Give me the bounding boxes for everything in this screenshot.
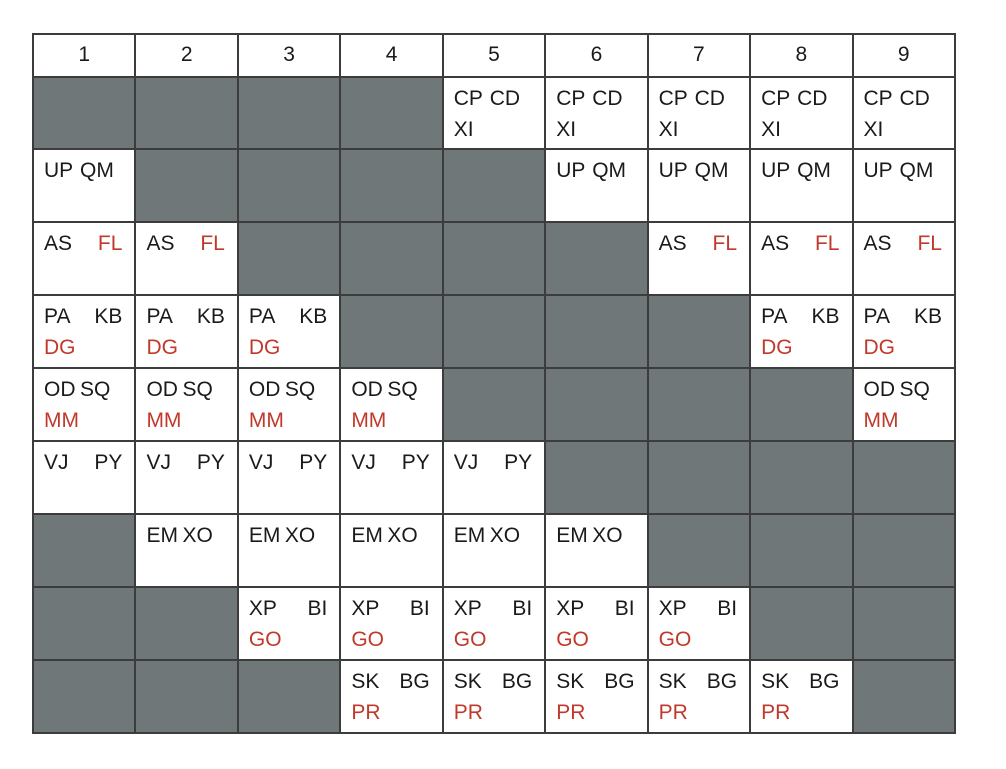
- cell-content: [136, 515, 236, 586]
- label-cell: [135, 295, 237, 368]
- cell-code-primary: SK: [761, 670, 790, 694]
- cell-code-tertiary: GO: [453, 628, 487, 652]
- cell-content: [751, 223, 851, 294]
- cell-code-secondary: PY: [94, 451, 123, 475]
- filled-cell: [545, 222, 647, 295]
- cell-code-secondary: CD: [694, 86, 725, 110]
- cell-code-secondary: FL: [917, 232, 942, 256]
- cell-content: [649, 223, 749, 294]
- label-cell: [135, 441, 237, 514]
- header-row: [33, 34, 955, 77]
- cell-code-tertiary: GO: [351, 628, 384, 652]
- cell-code-secondary: CD: [489, 86, 521, 110]
- filled-cell: [33, 660, 135, 733]
- cell-content: [239, 369, 339, 440]
- cell-code-primary: SK: [351, 670, 380, 694]
- column-header-4: 4: [340, 34, 442, 77]
- filled-cell: [443, 149, 545, 222]
- cell-content: [546, 588, 646, 659]
- cell-code-primary: PA: [146, 305, 173, 329]
- cell-code-primary: EM: [453, 524, 486, 548]
- cell-content: [341, 442, 441, 513]
- cell-content: [136, 369, 236, 440]
- cell-code-primary: XP: [658, 597, 687, 621]
- cell-code-tertiary: GO: [658, 628, 692, 652]
- cell-code-primary: XP: [453, 597, 482, 621]
- label-cell: [648, 149, 750, 222]
- cell-code-primary: OD: [146, 378, 178, 402]
- cell-code-tertiary: XI: [556, 117, 577, 141]
- filled-cell: [545, 295, 647, 368]
- column-header-6: 6: [545, 34, 647, 77]
- cell-content: [649, 150, 749, 221]
- cell-content: [444, 588, 544, 659]
- cell-code-secondary: QM: [899, 159, 934, 183]
- cell-code-tertiary: MM: [146, 409, 182, 433]
- filled-cell: [33, 514, 135, 587]
- filled-cell: [135, 77, 237, 150]
- cell-code-primary: XP: [556, 597, 585, 621]
- label-cell: [238, 295, 340, 368]
- cell-code-primary: VJ: [146, 451, 171, 475]
- filled-cell: [238, 149, 340, 222]
- cell-code-primary: UP: [556, 159, 586, 183]
- cell-code-secondary: KB: [913, 305, 942, 329]
- label-cell: [443, 514, 545, 587]
- cell-content: [341, 369, 441, 440]
- cell-code-primary: SK: [556, 670, 585, 694]
- cell-code-secondary: KB: [196, 305, 225, 329]
- filled-cell: [750, 514, 852, 587]
- cell-content: [751, 661, 851, 732]
- column-header-7: 7: [648, 34, 750, 77]
- cell-code-primary: UP: [658, 159, 688, 183]
- cell-content: [239, 442, 339, 513]
- label-cell: [238, 587, 340, 660]
- cell-code-tertiary: MM: [863, 409, 899, 433]
- column-header-9: 9: [853, 34, 956, 77]
- cell-code-primary: PA: [761, 305, 788, 329]
- cell-code-secondary: QM: [592, 159, 627, 183]
- cell-code-primary: PA: [248, 305, 276, 329]
- label-cell: [443, 77, 545, 150]
- cell-code-primary: CP: [658, 86, 688, 110]
- label-cell: [33, 222, 135, 295]
- cell-content: [34, 223, 134, 294]
- cell-code-primary: SK: [453, 670, 482, 694]
- cell-content: [34, 442, 134, 513]
- column-header-8: 8: [750, 34, 852, 77]
- cell-code-primary: CP: [761, 86, 791, 110]
- label-cell: [238, 368, 340, 441]
- cell-content: [854, 150, 955, 221]
- cell-code-tertiary: PR: [658, 701, 688, 725]
- cell-content: [239, 515, 339, 586]
- cell-code-primary: VJ: [44, 451, 69, 475]
- label-cell: [853, 222, 956, 295]
- filled-cell: [33, 587, 135, 660]
- cell-code-secondary: BG: [604, 670, 635, 694]
- grid-row: [33, 514, 955, 587]
- filled-cell: [443, 295, 545, 368]
- grid-row: [33, 441, 955, 514]
- cell-code-tertiary: PR: [453, 701, 483, 725]
- cell-code-primary: VJ: [351, 451, 376, 475]
- cell-content: [649, 661, 749, 732]
- cell-code-tertiary: XI: [453, 117, 474, 141]
- label-cell: [545, 587, 647, 660]
- cell-code-secondary: CD: [592, 86, 623, 110]
- cell-code-secondary: BG: [809, 670, 840, 694]
- cell-content: [854, 369, 955, 440]
- cell-code-secondary: BG: [706, 670, 738, 694]
- cell-code-tertiary: DG: [146, 336, 178, 360]
- cell-code-secondary: BI: [409, 597, 430, 621]
- label-cell: [750, 660, 852, 733]
- grid-row: [33, 77, 955, 150]
- label-cell: [545, 660, 647, 733]
- cell-code-secondary: SQ: [387, 378, 418, 402]
- label-cell: [340, 587, 442, 660]
- filled-cell: [853, 441, 956, 514]
- cell-code-primary: UP: [863, 159, 893, 183]
- cell-code-secondary: SQ: [284, 378, 316, 402]
- cell-code-secondary: SQ: [80, 378, 111, 402]
- cell-code-secondary: SQ: [182, 378, 213, 402]
- cell-code-tertiary: GO: [556, 628, 589, 652]
- label-cell: [750, 149, 852, 222]
- label-cell: [443, 660, 545, 733]
- cell-content: [546, 661, 646, 732]
- cell-code-primary: OD: [863, 378, 895, 402]
- label-cell: [33, 368, 135, 441]
- cell-content: [444, 442, 544, 513]
- grid-row: [33, 149, 955, 222]
- grid-row: [33, 222, 955, 295]
- cell-code-primary: EM: [351, 524, 383, 548]
- cell-code-tertiary: MM: [351, 409, 387, 433]
- label-cell: [33, 295, 135, 368]
- label-cell: [238, 441, 340, 514]
- cell-code-primary: XP: [248, 597, 277, 621]
- label-cell: [750, 77, 852, 150]
- cell-code-primary: PA: [44, 305, 71, 329]
- cell-code-tertiary: PR: [556, 701, 586, 725]
- cell-content: [34, 150, 134, 221]
- cell-code-tertiary: GO: [248, 628, 282, 652]
- cell-code-secondary: BG: [501, 670, 533, 694]
- cell-code-primary: OD: [351, 378, 383, 402]
- grid-row: [33, 660, 955, 733]
- cell-code-secondary: BI: [307, 597, 328, 621]
- cell-code-primary: OD: [248, 378, 281, 402]
- cell-code-primary: EM: [248, 524, 281, 548]
- cell-code-secondary: CD: [899, 86, 930, 110]
- cell-content: [649, 588, 749, 659]
- cell-code-tertiary: XI: [658, 117, 679, 141]
- cell-code-primary: VJ: [453, 451, 479, 475]
- cell-content: [239, 588, 339, 659]
- cell-code-tertiary: XI: [863, 117, 884, 141]
- cell-code-primary: AS: [863, 232, 892, 256]
- cell-code-secondary: BI: [512, 597, 533, 621]
- cell-content: [136, 442, 236, 513]
- cell-code-primary: UP: [44, 159, 74, 183]
- filled-cell: [750, 587, 852, 660]
- cell-code-primary: AS: [761, 232, 790, 256]
- label-cell: [340, 368, 442, 441]
- label-cell: [853, 368, 956, 441]
- cell-code-tertiary: MM: [44, 409, 79, 433]
- cell-code-primary: EM: [556, 524, 588, 548]
- cell-content: [444, 661, 544, 732]
- filled-cell: [545, 441, 647, 514]
- cell-code-tertiary: MM: [248, 409, 284, 433]
- cell-content: [444, 515, 544, 586]
- cell-code-secondary: QM: [797, 159, 831, 183]
- cell-content: [34, 296, 134, 367]
- column-header-1: 1: [33, 34, 135, 77]
- cell-code-secondary: QM: [694, 159, 729, 183]
- label-cell: [853, 77, 956, 150]
- cell-code-primary: OD: [44, 378, 76, 402]
- label-cell: [340, 660, 442, 733]
- cell-content: [546, 78, 646, 149]
- filled-cell: [853, 587, 956, 660]
- cell-code-secondary: XO: [387, 524, 418, 548]
- cell-code-tertiary: PR: [351, 701, 381, 725]
- cell-code-secondary: KB: [94, 305, 123, 329]
- cell-code-secondary: XO: [592, 524, 623, 548]
- cell-code-tertiary: XI: [761, 117, 781, 141]
- cell-content: [341, 661, 441, 732]
- filled-cell: [545, 368, 647, 441]
- cell-code-primary: CP: [453, 86, 483, 110]
- label-cell: [648, 77, 750, 150]
- cell-content: [854, 296, 955, 367]
- cell-code-secondary: FL: [200, 232, 225, 256]
- filled-cell: [648, 368, 750, 441]
- label-cell: [853, 149, 956, 222]
- filled-cell: [238, 77, 340, 150]
- label-cell: [545, 77, 647, 150]
- cell-code-tertiary: DG: [863, 336, 895, 360]
- cell-code-secondary: BG: [399, 670, 430, 694]
- filled-cell: [340, 222, 442, 295]
- cell-content: [751, 150, 851, 221]
- filled-cell: [238, 222, 340, 295]
- cell-code-secondary: PY: [299, 451, 328, 475]
- filled-cell: [135, 587, 237, 660]
- label-cell: [135, 514, 237, 587]
- cell-code-primary: UP: [761, 159, 791, 183]
- cell-code-primary: EM: [146, 524, 178, 548]
- label-cell: [648, 222, 750, 295]
- grid-row: [33, 295, 955, 368]
- label-cell: [750, 295, 852, 368]
- cell-content: [444, 78, 544, 149]
- filled-cell: [443, 368, 545, 441]
- label-cell: [135, 222, 237, 295]
- cell-code-tertiary: DG: [248, 336, 281, 360]
- label-cell: [443, 587, 545, 660]
- filled-cell: [238, 660, 340, 733]
- cell-code-primary: AS: [146, 232, 175, 256]
- label-cell: [340, 441, 442, 514]
- cell-content: [239, 296, 339, 367]
- label-cell: [545, 149, 647, 222]
- cell-content: [854, 78, 955, 149]
- cell-code-primary: AS: [658, 232, 687, 256]
- filled-cell: [750, 441, 852, 514]
- schedule-grid: [32, 33, 956, 734]
- label-cell: [648, 660, 750, 733]
- cell-content: [546, 515, 646, 586]
- cell-code-primary: XP: [351, 597, 380, 621]
- cell-content: [136, 296, 236, 367]
- cell-code-secondary: KB: [299, 305, 328, 329]
- label-cell: [33, 149, 135, 222]
- label-cell: [340, 514, 442, 587]
- label-cell: [545, 514, 647, 587]
- cell-content: [751, 78, 851, 149]
- cell-code-primary: CP: [556, 86, 586, 110]
- cell-content: [341, 588, 441, 659]
- cell-code-tertiary: PR: [761, 701, 791, 725]
- cell-code-secondary: SQ: [899, 378, 930, 402]
- label-cell: [135, 368, 237, 441]
- cell-code-primary: SK: [658, 670, 687, 694]
- filled-cell: [340, 149, 442, 222]
- filled-cell: [648, 514, 750, 587]
- filled-cell: [853, 514, 956, 587]
- cell-code-secondary: PY: [504, 451, 533, 475]
- cell-content: [136, 223, 236, 294]
- cell-code-tertiary: DG: [761, 336, 793, 360]
- cell-code-primary: VJ: [248, 451, 274, 475]
- label-cell: [238, 514, 340, 587]
- filled-cell: [135, 660, 237, 733]
- cell-code-secondary: PY: [401, 451, 430, 475]
- cell-code-secondary: KB: [811, 305, 840, 329]
- cell-code-secondary: QM: [80, 159, 114, 183]
- cell-code-secondary: BI: [717, 597, 738, 621]
- filled-cell: [853, 660, 956, 733]
- cell-content: [546, 150, 646, 221]
- filled-cell: [648, 441, 750, 514]
- cell-code-secondary: PY: [196, 451, 225, 475]
- filled-cell: [648, 295, 750, 368]
- cell-code-secondary: XO: [182, 524, 213, 548]
- filled-cell: [33, 77, 135, 150]
- cell-code-secondary: XO: [489, 524, 521, 548]
- grid-body: [33, 34, 955, 733]
- column-header-3: 3: [238, 34, 340, 77]
- grid-row: [33, 587, 955, 660]
- cell-content: [649, 78, 749, 149]
- label-cell: [33, 441, 135, 514]
- cell-code-secondary: CD: [797, 86, 828, 110]
- label-cell: [750, 222, 852, 295]
- cell-code-secondary: FL: [97, 232, 123, 256]
- label-cell: [648, 587, 750, 660]
- cell-content: [34, 369, 134, 440]
- cell-code-secondary: FL: [712, 232, 738, 256]
- label-cell: [853, 295, 956, 368]
- label-cell: [443, 441, 545, 514]
- filled-cell: [443, 222, 545, 295]
- cell-code-secondary: BI: [614, 597, 635, 621]
- cell-code-tertiary: DG: [44, 336, 76, 360]
- cell-content: [751, 296, 851, 367]
- filled-cell: [135, 149, 237, 222]
- cell-content: [341, 515, 441, 586]
- filled-cell: [340, 77, 442, 150]
- filled-cell: [750, 368, 852, 441]
- cell-code-primary: PA: [863, 305, 890, 329]
- cell-code-primary: CP: [863, 86, 893, 110]
- cell-content: [854, 223, 955, 294]
- grid-row: [33, 368, 955, 441]
- cell-code-secondary: XO: [284, 524, 316, 548]
- column-header-5: 5: [443, 34, 545, 77]
- cell-code-primary: AS: [44, 232, 73, 256]
- column-header-2: 2: [135, 34, 237, 77]
- filled-cell: [340, 295, 442, 368]
- cell-code-secondary: FL: [814, 232, 840, 256]
